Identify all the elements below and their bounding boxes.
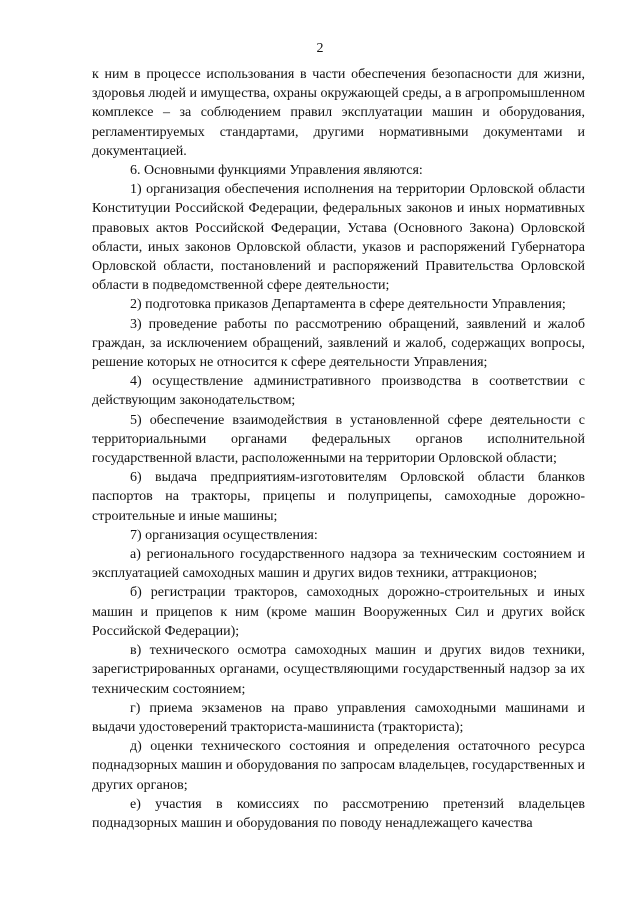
paragraph-item-3: 3) проведение работы по рассмотрению обращений, заявлений и жалоб граждан, за исключением обращений, заявлений и жалоб, содержащих вопросы, решение которых не относится к сфере деятельности Управления; — [92, 316, 585, 371]
paragraph-item-5: 5) обеспечение взаимодействия в установленной сфере деятельности с территориальными органами федеральных органов исполнительной государственной власти, расположенными на территории Орловской области; — [92, 412, 585, 467]
paragraph-item-2: 2) подготовка приказов Департамента в сфере деятельности Управления; — [130, 297, 566, 313]
paragraph-item-4: 4) осуществление административного производства в соответствии с действующим законодательством; — [92, 374, 585, 409]
paragraph-subitem-e: е) участия в комиссиях по рассмотрению претензий владельцев поднадзорных машин и оборудования по поводу ненадлежащего качества — [92, 796, 585, 831]
paragraph-subitem-g: г) приема экзаменов на право управления самоходными машинами и выдачи удостоверений тракториста-машиниста (тракториста); — [92, 700, 585, 735]
paragraph-item-7: 7) организация осуществления: — [130, 527, 318, 543]
paragraph-functions-heading: 6. Основными функциями Управления являются: — [130, 163, 423, 179]
paragraph-subitem-v: в) технического осмотра самоходных машин и других видов техники, зарегистрированных органами, осуществляющими государственный надзор за их техническим состоянием; — [92, 643, 585, 697]
document-body — [92, 65, 585, 833]
paragraph-item-1: 1) организация обеспечения исполнения на территории Орловской области Конституции Российской Федерации, федеральных законов и иных нормативных правовых актов Российской Федерации, Устава (Основного Закона) Орловской области, иных законов Орловской области, указов и распоряжений Губернатора Орловской области, постановлений и распоряжений Правительства Орловской области в подведомственной сфере деятельности; — [92, 182, 585, 294]
paragraph-subitem-a: а) регионального государственного надзора за техническим состоянием и эксплуатацией самоходных машин и других видов техники, аттракционов; — [92, 547, 585, 582]
paragraph-subitem-b: б) регистрации тракторов, самоходных дорожно-строительных и иных машин и прицепов к ним (кроме машин Вооруженных Сил и других войск Российской Федерации); — [92, 585, 585, 639]
paragraph-continuation: к ним в процессе использования в части обеспечения безопасности для жизни, здоровья людей и имущества, охраны окружающей среды, а в агропромышленном комплексе – за соблюдением правил эксплуатации машин и оборудования, регламентируемых стандартами, другими нормативными документами и документацией. — [92, 67, 585, 159]
paragraph-subitem-d: д) оценки технического состояния и определения остаточного ресурса поднадзорных машин и оборудования по запросам владельцев, государственных и других органов; — [92, 739, 585, 793]
page-number: 2 — [316, 41, 324, 56]
paragraph-item-6: 6) выдача предприятиям-изготовителям Орловской области бланков паспортов на тракторы, прицепы и полуприцепы, самоходные дорожно-строительные и иные машины; — [92, 470, 585, 524]
